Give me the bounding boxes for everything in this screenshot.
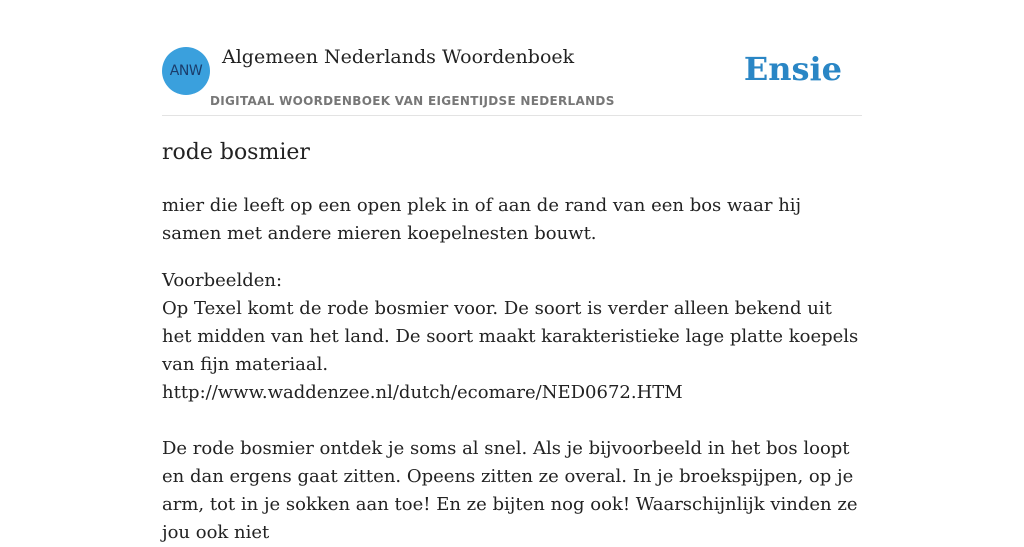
entry-content: [162, 192, 862, 547]
entry-term: rode bosmier: [162, 140, 310, 165]
page: [162, 0, 862, 543]
example-source: http://www.waddenzee.nl/dutch/ecomare/NED0672.HTM: [162, 382, 683, 403]
site-title[interactable]: Algemeen Nederlands Woordenboek: [222, 46, 575, 68]
ensie-logo[interactable]: Ensie: [743, 50, 842, 88]
site-header: [162, 0, 862, 116]
example-text: De rode bosmier ontdek je soms al snel. Als je bijvoorbeeld in het bos loopt en dan ergens gaat zitten. Opeens zitten ze overal. In je broekspijpen, op je arm, tot in je sokken aan toe! En ze bijten nog ook! Waarschijnlijk vinden ze jou ook niet: [162, 438, 858, 543]
anw-logo[interactable]: ANW: [162, 47, 210, 95]
example-text: Op Texel komt de rode bosmier voor. De soort is verder alleen bekend uit het midden van het land. De soort maakt karakteristieke lage platte koepels van fijn materiaal.: [162, 298, 859, 375]
examples-label: Voorbeelden:: [162, 270, 283, 291]
site-subtitle: DIGITAAL WOORDENBOEK VAN EIGENTIJDSE NEDERLANDS: [210, 94, 615, 108]
entry-definition: mier die leeft op een open plek in of aan de rand van een bos waar hij samen met andere mieren koepelnesten bouwt.: [162, 195, 802, 244]
example-spacer: [162, 407, 862, 435]
